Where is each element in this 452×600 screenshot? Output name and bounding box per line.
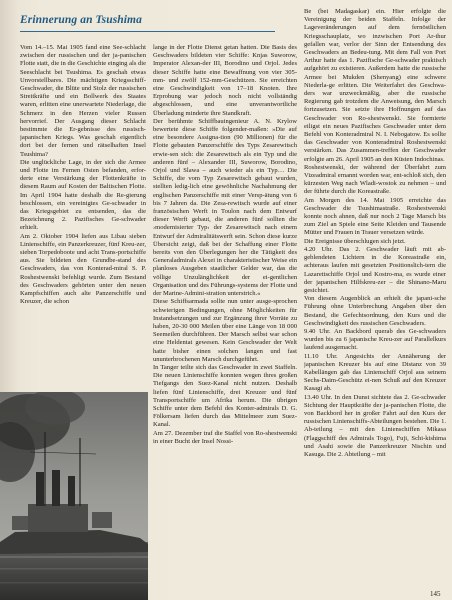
paragraph: Am 27. Dezember traf die Staffel von Ro-shestwenski in einer Bucht der Insel Nossi- — [153, 429, 297, 445]
page-number: 145 — [430, 590, 441, 598]
paragraph: 11.10 Uhr. Angesichts der Annäherung der japanischen Kreuzer bis auf eine Distanz von 39 Kabellängen gab das Linienschiff Orjol aus seinem Sechs-Daim-Geschütz ei-nen Schuß auf den Kreuzer Kasagi ab. — [304, 352, 446, 393]
paragraph: Die Ereignisse überschlugen sich jetzt. — [304, 237, 406, 245]
paragraph: Der berühmte Schiffbauingenieur A. N. Krylow bewertete diese Schiffe folgender-maßen: »Die auf eine besondere Assigna-tion (90 Millionen) für die Flotte gebauten Panzerschiffe des Typs Zesarewitsch erwie-sen sich: die Zesarewitsch als ein Typ und die anderen fünf – Alexander III, Suworow, Borodino, Orjol und Slawa – auch wieder als ein Typ… Die Schiffe, die vom Typ Zesarewitsch gebaut wurden, stellten ledig-lich eine gewöhnliche Nachahmung der englischen Panzerschiffe mit einer Versp-ätung von 6 bis 7 Jahren da. Die Zesa-rewitsch wurde auf einer französischen Werft in Toulon nach dem Entwurf dieser Werft gebaut, die anderen fünf sollten die ›modernisierter Typ‹ der Zesarewitsch nach einem Entwurf der Admiralitätswerft sein. Schon diese kurze Übersicht zeigt, daß bei der Schaffung einer Flotte bereits von den Überlegungen her die Tätigkeit des Generaladmirals Alexei in charakteristischer Weise ein planloses Ausgeben staatlicher Gelder war, das die völlige Unzulänglichkeit der ei-gentlichen Organisation und des Führungs-systems der Flotte und der Marine-Admini-stration unterstrich.« — [153, 117, 297, 298]
paragraph: 13.40 Uhr. In den Dunst sichtete das 2. Ge-schwader Sichtung der Hauptkräfte der ja-panischen Flotte, die von Backbord her in großer Fahrt auf den Kurs der russischen Linienschiffs-Abteilungen bestehen. Die 1. Ab-teilung – mit den Linienschiffen Mikasa (Flaggschiff des Admirals Togo), Fuji, Schi-kishima und Asahi sowie die Panzerkreuzer Nischin und Kasuga. Die 2. Abteilung – mit — [304, 393, 446, 458]
paragraph: Die unglückliche Lage, in der sich die Armee und Flotte im Fernen Osten befanden, erfor-derte eine Verstärkung der Flottenkräfte in diesem Raum auf Kosten der Baltischen Flotte. Im April 1904 hatte deshalb die Re-gierung beschlossen, ein vereinigtes Ge-schwader in das Kriegsgebiet zu entsenden, das die Bezeichnung 2. Pazifisches Ge-schwader erhielt. — [20, 158, 146, 232]
paragraph: Roshestwenski, der während der Überfahrt zum Vizeadmiral ernannt worden war, ent-schloß sich, den kürzesten Weg nach Wladi-wostok zu nehmen – und der führte durch die Koreastraße. — [304, 163, 446, 196]
battleship-photo — [0, 392, 148, 600]
paragraph: Diese Schiffsarmada sollte nun unter ausge-sprochen schwierigen Bedingungen, ohne Möglichkeiten für Instandsetzungen und zur Ergänzung ihrer Vorräte zu haben, 20-30 000 Meilen über eine Länge von 18 000 Seemeilen durchführen. Der Marsch selbst war schon eine Heldentat gewesen. Kein Geschwader der Welt hatte bisher einen solchen langen und fast ununterbrochenen Marsch durchgeführt. — [153, 298, 297, 363]
text-column-1 — [20, 44, 146, 389]
paragraph: Von diesem Augenblick an erhielt die japani-sche Führung ohne Unterbrechung Angaben über den Bestand, die Gefechtsordnung, den Kurs und die Geschwindigkeit des russischen Geschwaders. — [304, 295, 446, 327]
text-column-3 — [304, 8, 446, 563]
paragraph: 4.20 Uhr. Das 2. Geschwader läuft mit ab-geblendeten Lichtern in die Koreastraße ein, achteraus laufen mit gesetzten Positionslich-tern die Lazarettschiffe Orjol und Kostro-ma, es wurde einer der japanischen Hilfskreu-zer – die Shinano-Maru gesichtet. — [304, 245, 446, 294]
text-column-2 — [153, 44, 297, 599]
article-title: Erinnerung an Tsushima — [20, 14, 142, 26]
paragraph: Am 2. Oktober 1904 liefen aus Libau sieben Linienschiffe, ein Panzerkreuzer, fünf Kreu-zer, sieben Torpedoboote und acht Trans-portschiffe aus. Sie bildeten den Grundbe-stand des Geschwaders, das von Konterad-miral S. P. Roshestwenski befehligt wurde. Zum Bestand des Geschwaders gehörten unter den neuen Kampfschiffen auch alte Panzerschiffe und Kreuzer, die schon — [20, 232, 146, 306]
paragraph: lange in der Flotte Dienst getan hatten. Die Basis des Geschwaders bildeten vier Schiffe: Knjas Suworow, Imperator Alexan-der III, Borodino und Orjol. Jedes dieser Schiffe hatte eine Bewaffnung von vier 305-mm- und zwölf 152-mm-Geschützen. Sie erreichten eine Geschwindigkeit von 17–18 Knoten. Ihre Erprobung war jedoch noch nicht vollständig abgeschlossen, und eine unverantwortliche Überladung minderte ihre Standkraft. — [153, 44, 297, 117]
paragraph: 9.40 Uhr. An Backbord querab des Ge-schwaders wurden bis zu 6 japanische Kreu-zer auf Parallelkurs laufend ausgemacht. — [304, 327, 446, 352]
title-rule — [20, 31, 275, 32]
battleship-illustration — [0, 392, 148, 600]
paragraph: Be (bei Madagaskar) ein. Hier erfolgte die Vereinigung der beiden Staffeln. Infolge der Lageveränderungen auf dem fernöstlichen Kriegsschauplatz, wo inzwischen Port Ar-thur gefallen war, verlor der Sinn der Entsendung des Geschwaders an Bedeu-tung. Mit dem Fall von Port Arthur hatte das 1. Pazifische Ge-schwader praktisch aufgehört zu existieren. Außerdem hatte die russische Armee bei Mukden (Shenyang) eine schwere Niederla-ge erlitten. Die Weiterfahrt des Geschwa-ders war unzweckmäßig, aber die russische Regierung gab trotzdem die Anweisung, den Marsch fortzusetzen. Sie setzte ihre Hoffnungen auf das Geschwader von Ro-shestwenski. Sie formierte eiligst ein neues Pazifisches Geschwader unter dem Befehl von Konteradmiral N. I. Nebogatow. Es sollte das Geschwader von Konteradmiral Roshestwenski verstärken. Das Zusammen-treffen der Geschwader erfolgte am 26. April 1905 an den Küsten Indochinas. — [304, 8, 446, 163]
paragraph: Am Morgen des 14. Mai 1905 erreichte das Geschwader die Tsushimastraße. Roshestwenski konnte noch ahnen, daß nur noch 2 Tage Marsch bis zum Ziel an Spiele eine Seite Kleiden und Tausende Mütter und Frauen in Trauer versetzen würde. — [304, 196, 446, 237]
paragraph: Vom 14.–15. Mai 1905 fand eine See-schlacht zwischen der russischen und der ja-panischen Flotte statt, die in die Geschichte einging als die Seeschlacht bei Tsushima. Es geschah etwas Unvorstellbares. Die mächtigen Kriegsschiff-Geschwader, die Blüte und Stolz der russischen Streitkräfte und ein Bollwerk des Staates waren, erlitten eine unerwartete Niederlage, die Schmerz in den Herzen vieler Russen hervorrief. Der Ausgang dieser Schlacht bestimmte die Er-gebnisse des russisch-japanischen Kriegs. Was geschah eigentlich dort bei der fernen und rätselhaften Insel Tsushima? — [20, 44, 146, 158]
paragraph: In Tanger teilte sich das Geschwader in zwei Staffeln. Die neuen Linienschiffe konnten wegen ihres großen Tiefgangs den Suez-Kanal nicht nutzen. Deshalb liefen fünf Linienschiffe, drei Kreuzer und fünf Transportschiffe um Afrika herum. Die übrigen Schiffe unter dem Befehl des Konter-admirals D. G. Fölkersam liefen durch das Mittelmeer zum Suez-Kanal. — [153, 363, 297, 429]
title-bar — [20, 12, 260, 29]
